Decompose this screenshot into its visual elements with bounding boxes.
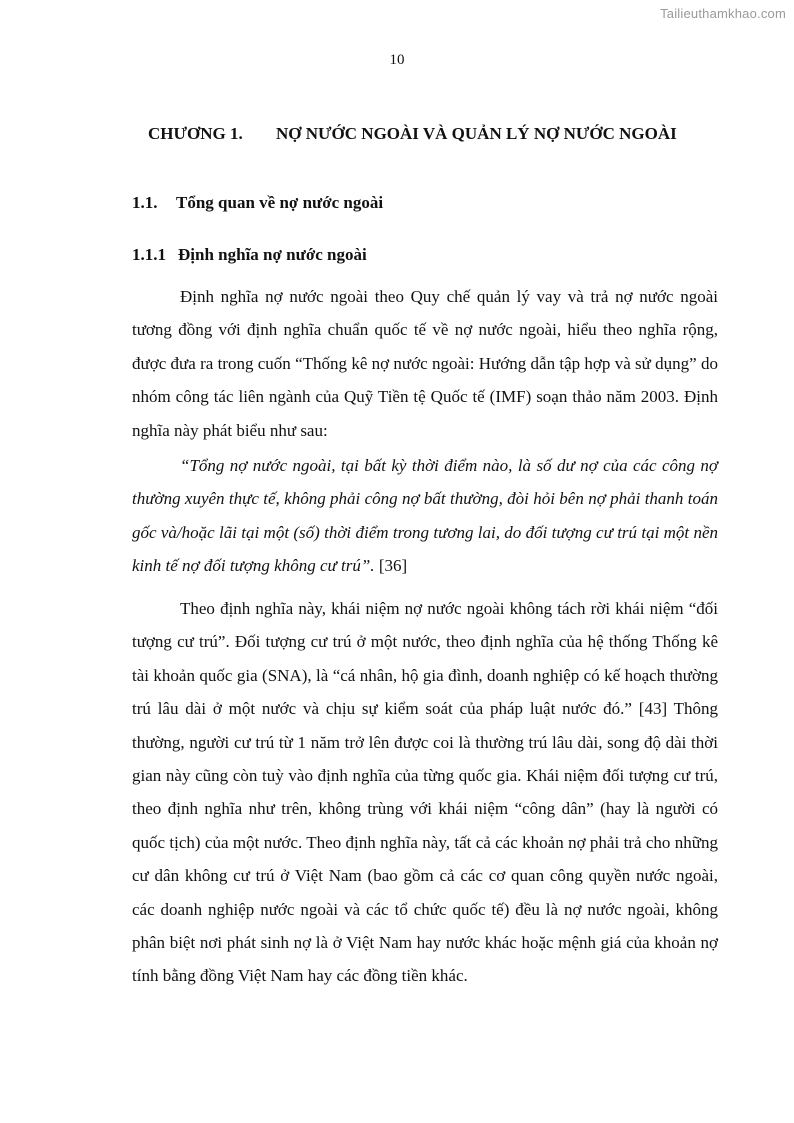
page-number: 10 (389, 52, 405, 68)
chapter-heading (148, 124, 728, 144)
definition-quote (132, 449, 718, 583)
watermark: Tailieuthamkhao.com (660, 6, 786, 21)
subsection-number: 1.1.1 (132, 245, 166, 264)
subsection-title: Định nghĩa nợ nước ngoài (178, 245, 367, 264)
chapter-title: NỢ NƯỚC NGOÀI VÀ QUẢN LÝ NỢ NƯỚC NGOÀI (276, 124, 677, 143)
section-heading (132, 193, 383, 213)
chapter-number: CHƯƠNG 1. (148, 124, 243, 143)
subsection-heading (132, 245, 367, 265)
section-title: Tổng quan về nợ nước ngoài (176, 193, 384, 212)
paragraph-resident-concept: Theo định nghĩa này, khái niệm nợ nước ngoài không tách rời khái niệm “đối tượng cư trú”. Đối tượng cư trú ở một nước, theo định nghĩa của hệ thống Thống kê tài khoản quốc gia (SNA), là “cá nhân, hộ gia đình, doanh nghiệp có kế hoạch thường trú lâu dài ở một nước và chịu sự kiểm soát của pháp luật nước đó.” [43] Thông thường, người cư trú từ 1 năm trở lên được coi là thường trú lâu dài, song độ dài thời gian này cũng còn tuỳ vào định nghĩa của từng quốc gia. Khái niệm đối tượng cư trú, theo định nghĩa như trên, không trùng với khái niệm “công dân” (hay là người có quốc tịch) của một nước. Theo định nghĩa này, tất cả các khoản nợ phải trả cho những cư dân không cư trú ở Việt Nam (bao gồm cả các cơ quan công quyền nước ngoài, các doanh nghiệp nước ngoài và các tổ chức quốc tế) đều là nợ nước ngoài, không phân biệt nơi phát sinh nợ là ở Việt Nam hay nước khác hoặc mệnh giá của khoản nợ tính bằng đồng Việt Nam hay các đồng tiền khác. (132, 599, 718, 986)
quote-text: “Tổng nợ nước ngoài, tại bất kỳ thời điểm nào, là số dư nợ của các công nợ thường xuyên thực tế, không phải công nợ bất thường, đòi hỏi bên nợ phải thanh toán gốc và/hoặc lãi tại một (số) thời điểm trong tương lai, do đối tượng cư trú tại một nền kinh tế nợ đối tượng không cư trú”. (132, 456, 718, 576)
quote-citation: [36] (374, 556, 408, 576)
paragraph-definition-intro: Định nghĩa nợ nước ngoài theo Quy chế quản lý vay và trả nợ nước ngoài tương đồng với định nghĩa chuẩn quốc tế về nợ nước ngoài, hiểu theo nghĩa rộng, được đưa ra trong cuốn “Thống kê nợ nước ngoài: Hướng dẫn tập hợp và sử dụng” do nhóm công tác liên ngành của Quỹ Tiền tệ Quốc tế (IMF) soạn thảo năm 2003. Định nghĩa này phát biểu như sau: (132, 287, 718, 440)
section-number: 1.1. (132, 193, 158, 212)
